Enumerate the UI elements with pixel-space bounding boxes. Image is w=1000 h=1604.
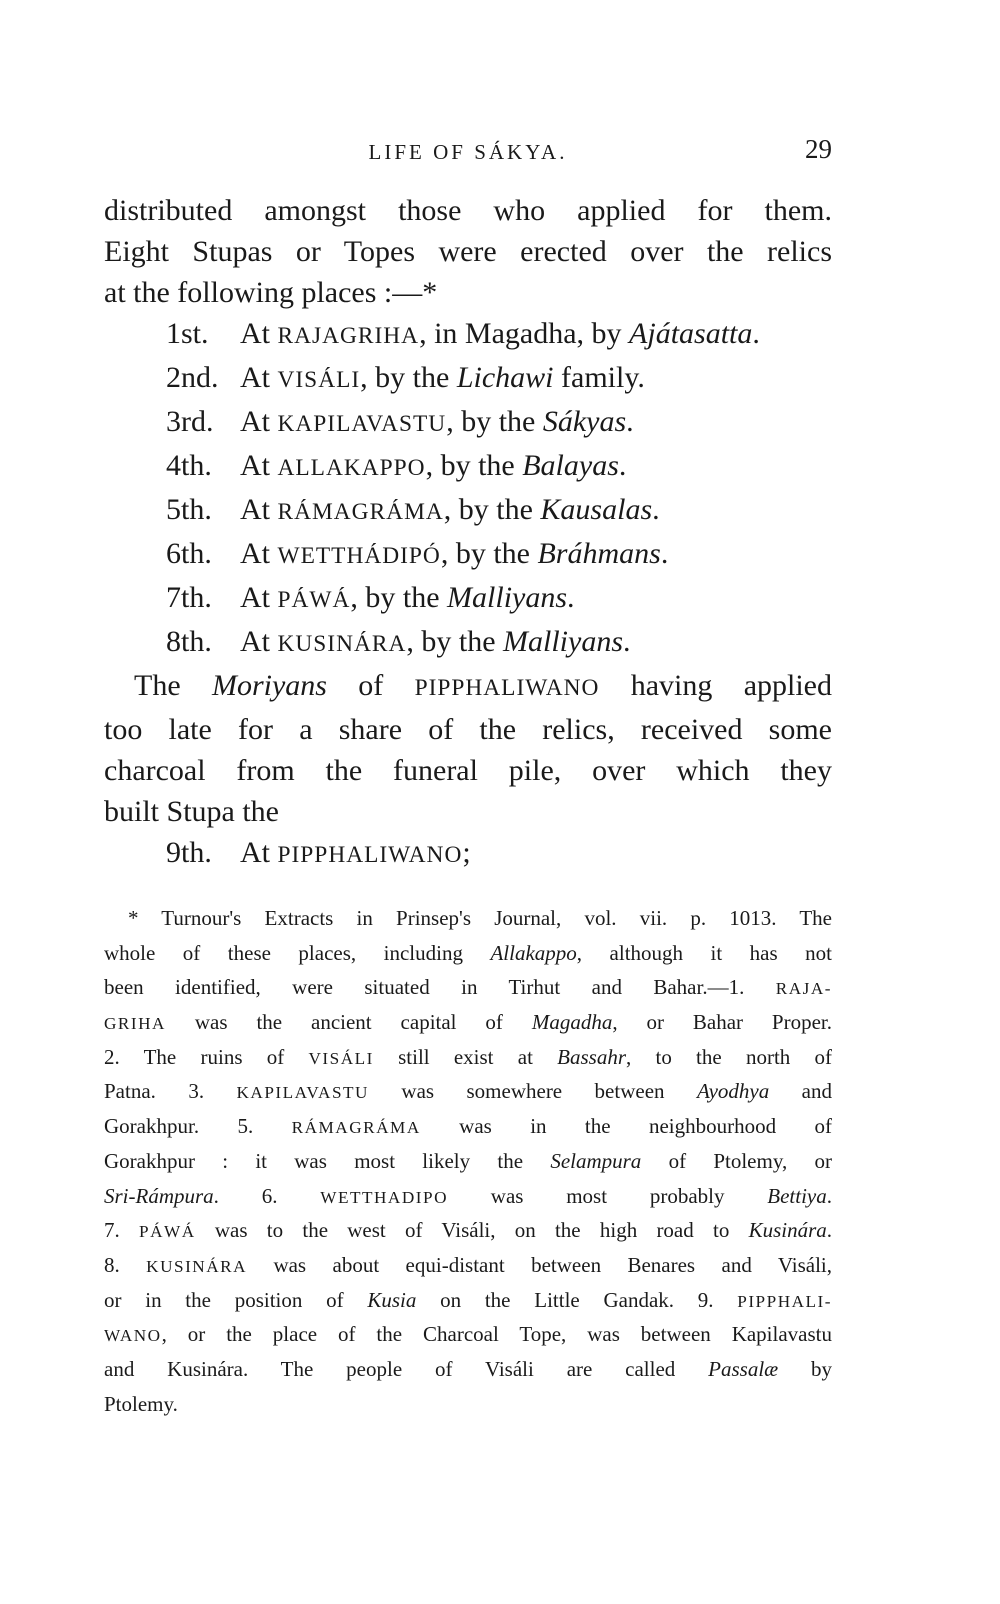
text-span: Ptolemy.: [104, 1391, 178, 1416]
text-span: .: [826, 1218, 832, 1243]
entry: [240, 621, 832, 665]
smallcaps-span: PÁWÁ: [139, 1222, 196, 1242]
moriyans-name: Moriyans: [211, 669, 327, 702]
italic-span: Selampura: [550, 1148, 642, 1173]
text-span: been identified, were situated in Tirhut and Bahar.—1.: [104, 975, 776, 1000]
footnote-line: [104, 1352, 832, 1387]
ordinal: 1st.: [166, 317, 209, 350]
place-name: VISÁLI: [277, 367, 361, 393]
entry-mid: , by the: [425, 449, 523, 482]
entry-end: .: [660, 537, 669, 570]
list-item: [166, 401, 832, 445]
footnote-line: [104, 1283, 832, 1318]
entry-mid: , by the: [440, 537, 538, 570]
footnote-line: [104, 1317, 832, 1352]
running-title: LIFE OF SÁKYA.: [368, 140, 568, 164]
entry-end: .: [618, 449, 627, 482]
ordinal: 4th.: [166, 449, 212, 482]
footnote: [104, 901, 832, 1421]
text-span: whole of these places, including: [104, 940, 491, 965]
ordinal: 3rd.: [166, 405, 214, 438]
ordinal: 7th.: [166, 581, 212, 614]
place-name: RAJAGRIHA: [277, 323, 420, 349]
moriyans-line-2: too late for a share of the relics, received some: [104, 713, 832, 746]
at-word: At: [240, 581, 270, 614]
entry: [240, 401, 832, 445]
at-word: At: [240, 361, 270, 394]
builder-name: Balayas: [522, 449, 619, 482]
italic-span: Magadha: [531, 1010, 613, 1035]
text-span: .: [826, 1183, 832, 1208]
text-span: The: [134, 669, 212, 702]
builder-name: Lichawi: [456, 361, 554, 394]
page-number: 29: [805, 134, 832, 164]
smallcaps-span: RAJA-: [775, 979, 832, 999]
entry-mid: , by the: [446, 405, 543, 438]
list-item: [166, 489, 832, 533]
entry-end: family.: [553, 361, 645, 394]
smallcaps-span: WETTHADIPO: [320, 1187, 448, 1207]
italic-span: Ayodhya: [696, 1079, 770, 1104]
ordinal: 6th.: [166, 537, 212, 570]
text-span: was to the west of Visáli, on the high road to: [195, 1218, 749, 1243]
footnote-line: [104, 1179, 832, 1214]
italic-span: Kusia: [367, 1287, 417, 1312]
intro-line-1: distributed amongst those who applied for them.: [104, 194, 832, 227]
entry: [240, 489, 832, 533]
footnote-line: [104, 1074, 832, 1109]
text-span: , to the north of: [626, 1044, 832, 1069]
stupa-list: [104, 313, 832, 665]
entry-end: .: [567, 581, 575, 614]
entry: [240, 357, 832, 401]
page-header: [104, 134, 832, 174]
moriyans-line-3: charcoal from the funeral pile, over which they: [104, 754, 832, 787]
place-name: KAPILAVASTU: [277, 411, 447, 437]
entry: [240, 577, 832, 621]
text-span: 7.: [104, 1218, 139, 1243]
ordinal: 8th.: [166, 625, 212, 658]
smallcaps-span: RÁMAGRÁMA: [291, 1118, 421, 1138]
list-item: [166, 445, 832, 489]
builder-name: Malliyans: [503, 625, 624, 658]
text-span: Gorakhpur : it was most likely the: [104, 1148, 551, 1173]
text-span: of Ptolemy, or: [641, 1148, 832, 1173]
entry-mid: , by the: [350, 581, 448, 614]
footnote-line: [104, 1109, 832, 1144]
entry-end: .: [626, 405, 634, 438]
footnote-line: [104, 901, 832, 936]
smallcaps-span: PIPPHALI-: [737, 1291, 832, 1311]
footnote-line: [104, 970, 832, 1005]
smallcaps-span: WANO: [104, 1326, 162, 1346]
at-word: At: [240, 405, 270, 438]
footnote-line: [104, 1213, 832, 1248]
text-span: was about equi-distant between Benares and Visáli,: [247, 1252, 832, 1277]
main-text: [104, 190, 832, 876]
text-span: Patna. 3.: [104, 1079, 237, 1104]
entry-mid: , by the: [360, 361, 457, 394]
moriyans-line-4: built Stupa the: [104, 795, 279, 828]
text-span: on the Little Gandak. 9.: [416, 1287, 738, 1312]
footnote-line: [104, 936, 832, 971]
entry-mid: , by the: [406, 625, 504, 658]
italic-span: Kusinára: [748, 1218, 827, 1243]
intro-line-2: Eight Stupas or Topes were erected over the relics: [104, 235, 832, 268]
entry-end: .: [652, 493, 660, 526]
builder-name: Kausalas: [540, 493, 653, 526]
smallcaps-span: KUSINÁRA: [146, 1256, 248, 1276]
place-name: PIPPHALIWANO: [414, 675, 600, 701]
text-span: still exist at: [373, 1044, 558, 1069]
text-span: by: [778, 1356, 832, 1381]
entry-end: .: [623, 625, 631, 658]
at-word: At: [240, 493, 270, 526]
smallcaps-span: VISÁLI: [308, 1048, 374, 1068]
place-name: PIPPHALIWANO: [277, 842, 463, 868]
text-span: was somewhere between: [369, 1079, 697, 1104]
text-span: 2. The ruins of: [104, 1044, 309, 1069]
footnote-line: [104, 1144, 832, 1179]
entry: [240, 445, 832, 489]
ordinal: 5th.: [166, 493, 212, 526]
place-name: PÁWÁ: [277, 587, 351, 613]
footnote-line: [104, 1040, 832, 1075]
at-word: At: [240, 317, 270, 350]
list-item: [166, 577, 832, 621]
italic-span: Passalæ: [708, 1356, 779, 1381]
footnote-line: [104, 1005, 832, 1040]
italic-span: Allakappo: [490, 940, 577, 965]
list-item: [166, 533, 832, 577]
at-word: At: [240, 449, 270, 482]
text-span: , or the place of the Charcoal Tope, was between Kapilavastu: [161, 1322, 832, 1347]
intro-line-3: at the following places :—*: [104, 276, 438, 309]
ordinal: 2nd.: [166, 361, 219, 394]
entry: [240, 533, 832, 577]
text-span: and: [769, 1079, 832, 1104]
list-item: [166, 357, 832, 401]
text-span: * Turnour's Extracts in Prinsep's Journal, vol. vii. p. 1013. The: [128, 906, 832, 930]
text-span: Gorakhpur. 5.: [104, 1114, 292, 1139]
text-span: was most probably: [448, 1183, 768, 1208]
builder-name: Malliyans: [447, 581, 568, 614]
text-span: or in the position of: [104, 1287, 368, 1312]
place-name: ALLAKAPPO: [277, 455, 426, 481]
entry-mid: , in Magadha, by: [419, 317, 630, 350]
footnote-line: [104, 1387, 832, 1422]
at-word: At: [240, 625, 270, 658]
moriyans-line-1: [104, 665, 832, 709]
footnote-line: [104, 1248, 832, 1283]
text-span: of: [326, 669, 415, 702]
list-item: [166, 621, 832, 665]
entry-end: .: [752, 317, 760, 350]
text-span: , although it has not: [576, 940, 832, 965]
at-word: At: [240, 836, 270, 869]
smallcaps-span: GRIHA: [104, 1014, 166, 1034]
list-item: [166, 313, 832, 357]
place-name: WETTHÁDIPÓ: [277, 543, 441, 569]
place-name: KUSINÁRA: [277, 631, 407, 657]
text-span: was the ancient capital of: [165, 1010, 532, 1035]
text-span: and Kusinára. The people of Visáli are called: [104, 1356, 709, 1381]
text-span: was in the neighbourhood of: [420, 1114, 832, 1139]
smallcaps-span: KAPILAVASTU: [236, 1083, 369, 1103]
italic-span: Bassahr: [557, 1044, 626, 1069]
text-span: having applied: [599, 669, 832, 702]
place-name: RÁMAGRÁMA: [277, 499, 444, 525]
entry: [240, 313, 832, 357]
ninth-item: [166, 832, 832, 876]
italic-span: Sri-Rámpura: [104, 1183, 214, 1208]
ordinal: 9th.: [166, 836, 212, 869]
builder-name: Sákyas: [542, 405, 627, 438]
entry-end: ;: [462, 836, 471, 869]
builder-name: Bráhmans: [537, 537, 661, 570]
text-span: 8.: [104, 1252, 147, 1277]
text-span: . 6.: [213, 1183, 321, 1208]
entry: [240, 832, 832, 876]
text-span: , or Bahar Proper.: [612, 1010, 832, 1035]
entry-mid: , by the: [443, 493, 541, 526]
builder-name: Ajátasatta: [629, 317, 753, 350]
italic-span: Bettiya: [767, 1183, 827, 1208]
at-word: At: [240, 537, 270, 570]
